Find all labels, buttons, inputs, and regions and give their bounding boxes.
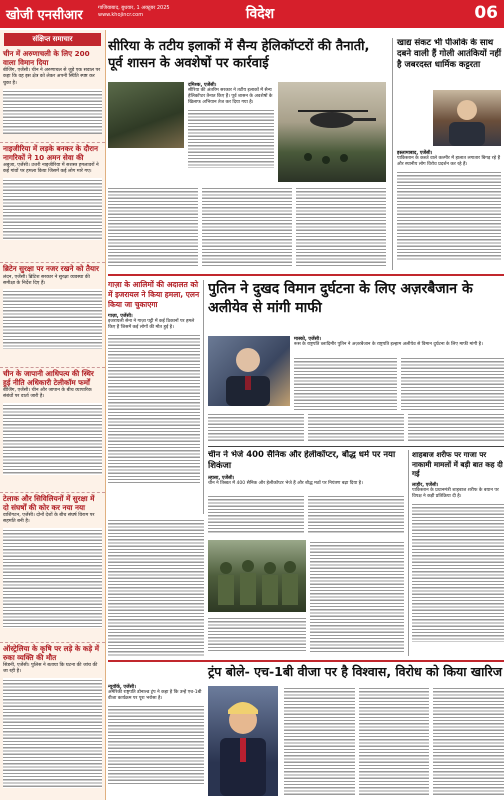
body-text-lines [408, 412, 504, 442]
trump-dateline: न्यूयॉर्क, एजेंसी। [108, 685, 136, 690]
syria-dateline: दमिश्क, एजेंसी। [188, 83, 217, 88]
main-content [108, 30, 504, 800]
body-text-lines [3, 403, 102, 475]
putin-columns-lower [208, 412, 504, 442]
brief-item [0, 143, 105, 263]
brief-title: नाइजीरिया में लड़के बनकर के दौरान नागरिकों ने 10 अमन सेवा की [3, 144, 98, 162]
body-text-lines [208, 412, 304, 442]
body-text-lines [284, 686, 355, 796]
body-text-lines [359, 686, 430, 796]
body-text-lines [202, 186, 292, 268]
putin-body: रूस के राष्ट्रपति व्लादिमीर पुतिन ने अज़रबैजान के राष्ट्रपति इल्हाम अलीयेव से विमान दुर्घटना के लिए माफी मांगी है। [294, 342, 483, 347]
person-icon [433, 90, 501, 146]
body-text-lines [412, 502, 504, 642]
syria-headline: सीरिया के तटीय इलाकों में सैन्य हेलिकॉप्टरों की तैनाती, पूर्व शासन के अवशेषों पर कार्रवाई [108, 39, 370, 71]
body-text-lines [401, 356, 504, 410]
brief-body: अबुजा, एजेंसी। उत्तरी नाइजीरिया में सशस्त्र हमलावरों ने कई गांवों पर हमला किया जिसमें कई लोग मारे गए। [3, 163, 99, 175]
body-text-lines [108, 518, 204, 656]
issue-date: गाजियाबाद, बुधवार, 1 अक्टूबर 2025 [98, 5, 170, 11]
body-text-lines [296, 186, 386, 268]
brief-title: ब्रिटेन सुरक्षा पर नजर रखने को तैयार [3, 264, 99, 273]
brief-body: सिडनी, एजेंसी। पुलिस ने बताया कि घटना की जांच की जा रही है। [3, 663, 98, 675]
gaza-article [108, 280, 204, 514]
soldiers-icon [208, 540, 306, 612]
brief-title: चीन के जापानी आधिपत्य की स्थिर हुई नीति अधिकारी टेलीकॉम फर्मों [3, 369, 94, 387]
section-title: विदेश [245, 6, 275, 22]
body-text-lines [108, 186, 198, 268]
section-divider [108, 274, 504, 276]
body-text-lines [3, 528, 102, 628]
body-text-lines [208, 616, 306, 652]
brief-body: लंदन, एजेंसी। ब्रिटिश सरकार ने सुरक्षा व्यवस्था की समीक्षा के निर्देश दिए हैं। [3, 274, 90, 286]
putin-headline: पुतिन ने दुखद विमान दुर्घटना के लिए अज़रबैजान के अलीयेव से मांगी माफी [208, 281, 473, 316]
trump-article [108, 664, 504, 800]
brief-body: वाशिंगटन, एजेंसी। दोनों देशों के बीच संघर्ष विराम पर सहमति बनी है। [3, 513, 95, 525]
brief-item [0, 493, 105, 643]
body-text-lines [310, 540, 404, 652]
syria-text-col [188, 82, 274, 168]
pok-text [397, 150, 501, 260]
brief-body: बीजिंग, एजेंसी। चीन और जापान के बीच व्यापारिक संबंधों पर वार्ता जारी है। [3, 388, 92, 400]
pok-photo-portrait [433, 90, 501, 146]
page-number: 06 [474, 3, 498, 23]
trump-text-left [108, 684, 204, 784]
body-text-lines [3, 289, 102, 349]
gaza-body: इजरायली सेना ने गाज़ा पट्टी में कई ठिकानों पर हमले किए हैं जिसमें कई लोगों की मौत हुई है। [108, 319, 195, 330]
body-text-lines [294, 356, 397, 410]
syria-body: सीरिया की अंतरिम सरकार ने तटीय इलाकों में सैन्य हेलिकॉप्टर तैनात किए हैं। पूर्व शासन के अवशेषों के खिलाफ अभियान तेज कर दिया गया है। [188, 88, 273, 105]
body-text-lines [208, 494, 304, 534]
gaza-dateline: गाज़ा, एजेंसी। [108, 314, 133, 319]
brief-item [0, 48, 105, 143]
body-text-lines [108, 333, 200, 483]
sidebar-heading: संक्षिप्त समाचार [4, 33, 101, 46]
person-icon [208, 336, 290, 406]
gaza-headline: गाज़ा के आलिमों की अदालत को में इजरायल ने किया हमला, एलन किया जा चुकाएगा [108, 280, 200, 309]
china-headline: चीन ने भेजे 400 सैनिक और हेलीकॉप्टर, बौद्ध धर्म पर नया शिकंजा [208, 450, 396, 471]
masthead [0, 0, 504, 28]
pok-headline: खाद्य संकट भी पीओके के साथ दबने वाली हैं गोली आतंकियों नहीं है जबरदस्त धार्मिक कट्टरता [397, 38, 502, 70]
trump-photo [208, 686, 278, 796]
body-text-lines [3, 678, 102, 788]
syria-photo-helicopter [278, 82, 386, 182]
brief-title: ऑस्ट्रेलिया के कृषि पर लड़े के कड़े में रुका व्यक्ति की मौत [3, 644, 100, 662]
sharif-article [408, 450, 504, 656]
section-divider [108, 660, 504, 662]
putin-columns [294, 356, 504, 410]
body-text-lines [3, 178, 102, 240]
sharif-dateline: लाहौर, एजेंसी। [412, 482, 439, 488]
pok-article [392, 38, 504, 270]
brief-item [0, 263, 105, 368]
china-article [208, 450, 404, 656]
sharif-headline: शाहबाज शरीफ पर गाजा पर नाकामी मामलों में बड़ी बात कह दी गई [412, 450, 503, 478]
china-columns [208, 494, 404, 534]
newspaper-brand: खोजी एनसीआर [6, 8, 83, 23]
pok-body: पाकिस्तान के कब्जे वाले कश्मीर में हालात लगातार बिगड़ रहे हैं और स्थानीय लोग विरोध प्रदर्शन कर रहे हैं। [397, 156, 501, 167]
body-text-lines [108, 704, 204, 784]
helicopter-icon [278, 82, 386, 182]
news-brief-sidebar [0, 30, 106, 800]
syria-photo-left [108, 82, 184, 148]
china-soldiers-photo [208, 540, 306, 612]
brief-item [0, 368, 105, 493]
rule [208, 446, 504, 447]
website: www.khojincr.com [98, 12, 144, 18]
putin-dateline: मास्को, एजेंसी। [294, 337, 321, 342]
trump-headline: ट्रंप बोले- एच-1बी वीजा पर है विश्वास, विरोध को किया खारिज [208, 664, 502, 679]
issue-meta [98, 5, 248, 19]
brief-item [0, 643, 105, 793]
body-text-lines [3, 89, 102, 134]
sharif-body: पाकिस्तान के प्रधानमंत्री शाहबाज शरीफ के बयान पर विपक्ष ने कड़ी प्रतिक्रिया दी है। [412, 487, 499, 499]
brief-body: बीजिंग, एजेंसी। चीन ने अरुणाचल से जुड़े एक सवाल पर कहा कि वह इस क्षेत्र को लेकर अपनी स्थिति स्पष्ट कर चुका है। [3, 68, 101, 86]
china-body: चीन ने तिब्बत में 400 सैनिक और हेलीकॉप्टर भेजे हैं और बौद्ध मठों पर नियंत्रण बढ़ा दिया है। [208, 481, 363, 486]
syria-columns [108, 186, 386, 268]
body-text-lines [188, 108, 274, 168]
body-text-lines [433, 686, 504, 796]
body-text-lines [308, 412, 404, 442]
china-dateline: ल्हासा, एजेंसी। [208, 476, 235, 481]
syria-article [108, 38, 386, 270]
putin-photo [208, 336, 290, 406]
person-icon [208, 686, 278, 796]
brief-title: टेलाक और सिविलियनों में सुरक्षा में दो संघर्षों की कोर कर नया नया [3, 494, 95, 512]
putin-headline-block [208, 280, 504, 334]
trump-body: अमेरिकी राष्ट्रपति डोनाल्ड ट्रंप ने कहा है कि उन्हें एच-1बी वीजा कार्यक्रम पर पूरा भरोसा है। [108, 690, 202, 701]
trump-columns [284, 686, 504, 796]
body-text-lines [308, 494, 404, 534]
putin-body-block [294, 336, 504, 348]
brief-title: चीन में अरुणाचली के लिए 200 वाला विमान दिया [3, 49, 90, 67]
body-text-lines [397, 170, 501, 260]
pok-dateline: इस्लामाबाद, एजेंसी। [397, 151, 433, 156]
